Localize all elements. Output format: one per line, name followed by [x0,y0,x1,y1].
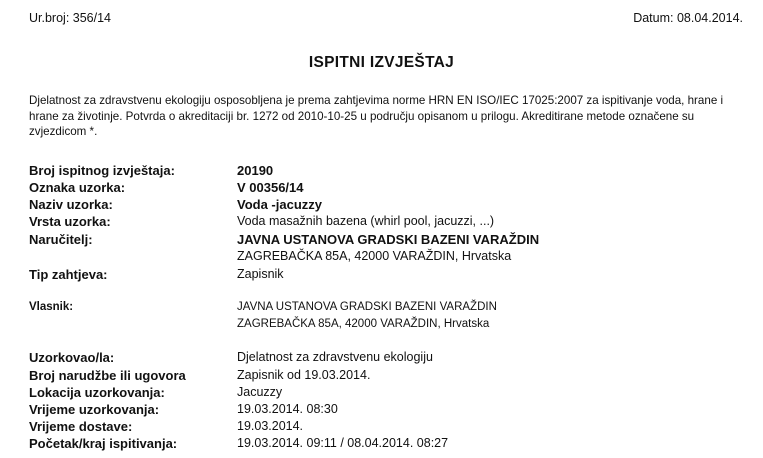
sampling-location-value: Jacuzzy [237,385,283,399]
order-number-value: Zapisnik od 19.03.2014. [237,368,371,382]
owner-address: ZAGREBAČKA 85A, 42000 VARAŽDIN, Hrvatska [237,318,490,330]
intro-line: Djelatnost za zdravstvenu ekologiju osposobljena je prema zahtjevima norme HRN EN ISO/IEC 17025:2007 za ispitivanje voda, hrane i [29,94,724,107]
sampling-time-value: 19.03.2014. 08:30 [237,402,338,416]
testing-period-value: 19.03.2014. 09:11 / 08.04.2014. 08:27 [237,436,449,450]
sampled-by-label: Uzorkovao/la: [29,350,115,365]
owner-name: JAVNA USTANOVA GRADSKI BAZENI VARAŽDIN [237,301,497,313]
client-name: JAVNA USTANOVA GRADSKI BAZENI VARAŽDIN [237,232,540,247]
owner-label: Vlasnik: [29,301,74,313]
sample-code-label: Oznaka uzorka: [29,180,126,195]
client-address: ZAGREBAČKA 85A, 42000 VARAŽDIN, Hrvatska [237,249,512,263]
intro-line: zvjezdicom *. [29,125,98,138]
sample-type-label: Vrsta uzorka: [29,214,111,229]
sample-code-value: V 00356/14 [237,180,304,195]
sample-type-value: Voda masažnih bazena (whirl pool, jacuzzi, ...) [237,214,495,228]
reference-number: Ur.broj: 356/14 [29,11,111,25]
order-number-label: Broj narudžbe ili ugovora [29,368,186,383]
sample-name-label: Naziv uzorka: [29,197,113,212]
report-date: Datum: 08.04.2014. [633,11,743,25]
sampling-time-label: Vrijeme uzorkovanja: [29,402,160,417]
sample-name-value: Voda -jacuzzy [237,197,323,212]
testing-period-label: Početak/kraj ispitivanja: [29,436,178,451]
request-type-value: Zapisnik [237,267,284,281]
document-title: ISPITNI IZVJEŠTAJ [308,54,455,71]
request-type-label: Tip zahtjeva: [29,267,108,282]
intro-line: hrane za životinje. Potvrda o akreditaciji br. 1272 od 2010-10-25 u području opisanom u prilogu. Akreditirane metode označene su [29,109,695,123]
report-number-value: 20190 [237,163,274,178]
client-label: Naručitelj: [29,232,93,247]
delivery-time-label: Vrijeme dostave: [29,419,133,434]
accreditation-statement [29,93,749,140]
delivery-time-value: 19.03.2014. [237,419,304,433]
report-number-label: Broj ispitnog izvještaja: [29,163,175,178]
sampling-location-label: Lokacija uzorkovanja: [29,385,165,400]
sampled-by-value: Djelatnost za zdravstvenu ekologiju [237,350,433,364]
